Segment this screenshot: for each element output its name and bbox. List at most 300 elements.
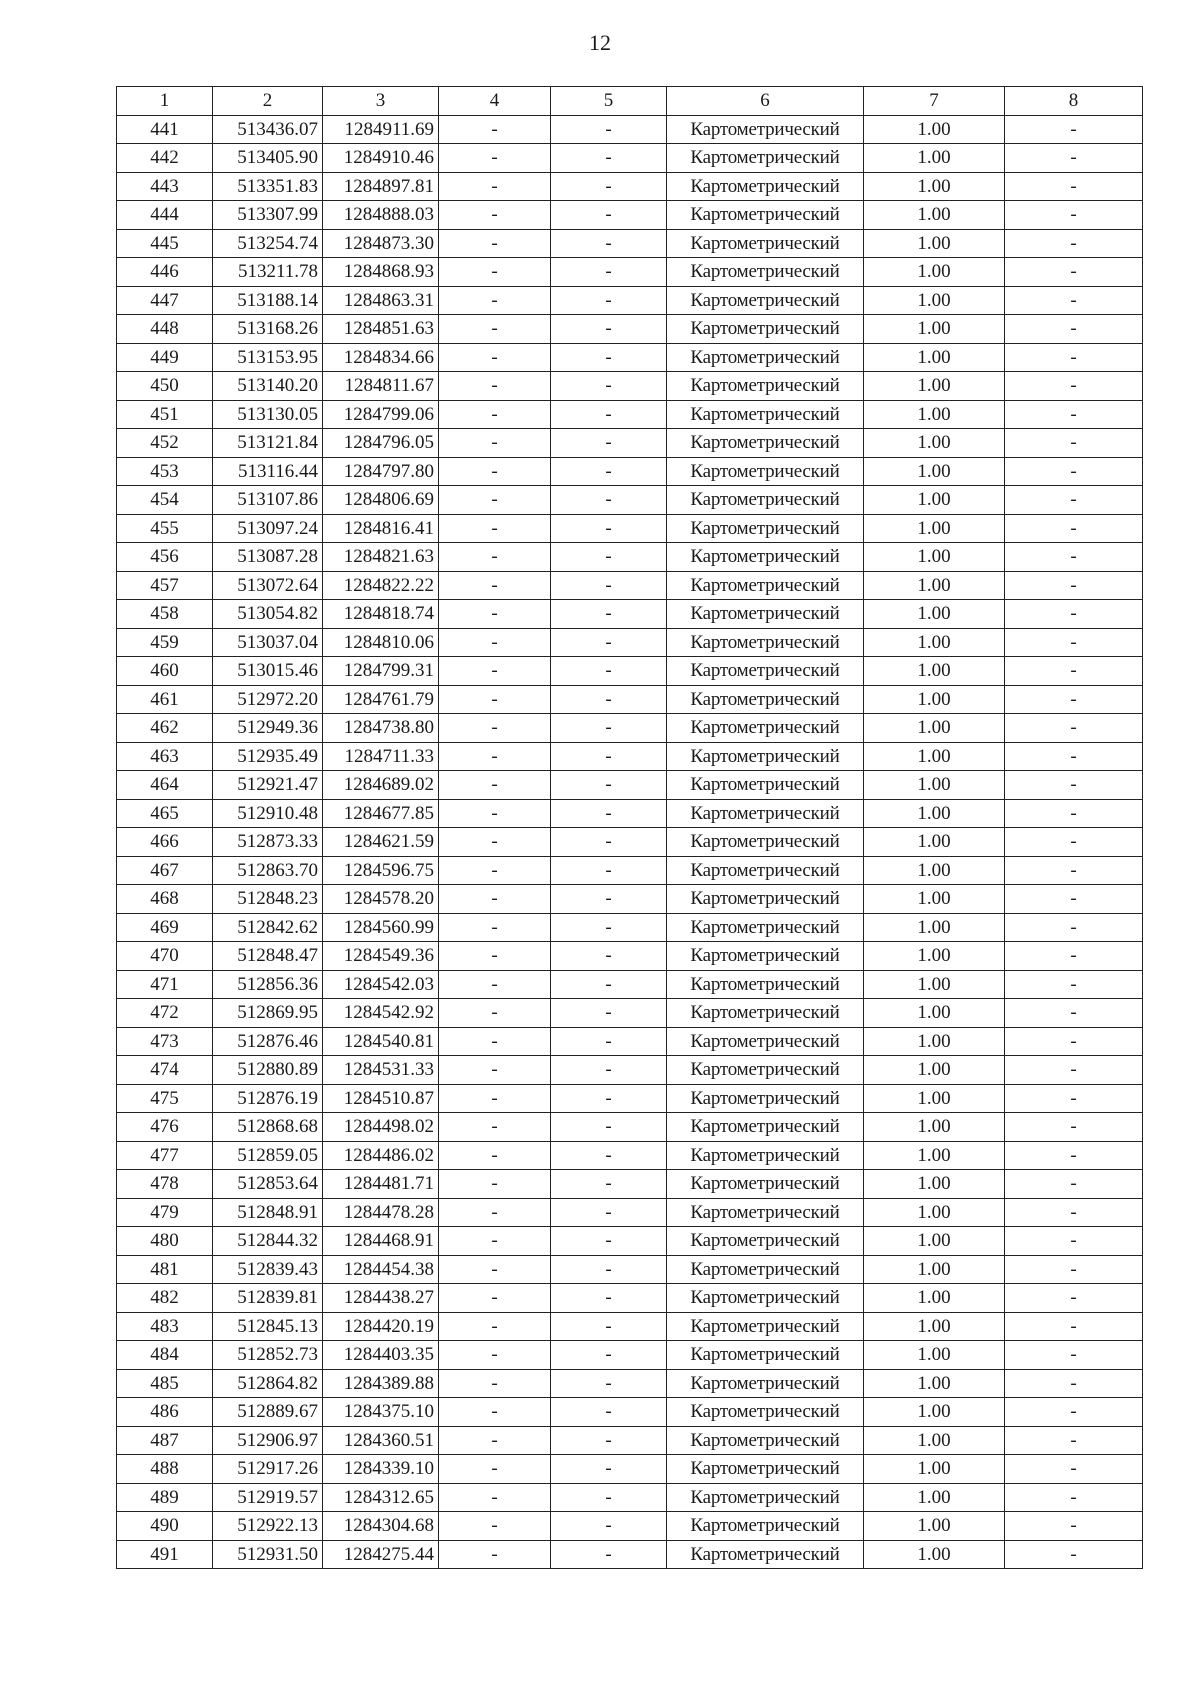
- cell-method: Картометрический: [667, 799, 864, 828]
- cell-coord-y: 1284799.06: [323, 400, 439, 429]
- cell-col-5: -: [551, 1398, 667, 1427]
- cell-col-4: -: [439, 1369, 551, 1398]
- table-row: [117, 315, 1143, 344]
- cell-coord-y: 1284375.10: [323, 1398, 439, 1427]
- cell-coord-x: 513211.78: [213, 258, 323, 287]
- cell-coord-y: 1284797.80: [323, 457, 439, 486]
- cell-point-number: 478: [117, 1170, 213, 1199]
- cell-point-number: 449: [117, 343, 213, 372]
- cell-col-8: -: [1005, 372, 1143, 401]
- cell-col-8: -: [1005, 1398, 1143, 1427]
- cell-coord-y: 1284578.20: [323, 885, 439, 914]
- cell-col-8: -: [1005, 115, 1143, 144]
- cell-coord-x: 513168.26: [213, 315, 323, 344]
- table-row: [117, 286, 1143, 315]
- cell-col-8: -: [1005, 201, 1143, 230]
- cell-accuracy: 1.00: [864, 115, 1005, 144]
- cell-coord-x: 512935.49: [213, 742, 323, 771]
- cell-col-4: -: [439, 856, 551, 885]
- cell-point-number: 458: [117, 600, 213, 629]
- cell-col-8: -: [1005, 942, 1143, 971]
- column-header-3: 3: [323, 87, 439, 116]
- cell-coord-x: 512848.23: [213, 885, 323, 914]
- cell-method: Картометрический: [667, 1426, 864, 1455]
- cell-point-number: 460: [117, 657, 213, 686]
- table-row: [117, 400, 1143, 429]
- cell-point-number: 475: [117, 1084, 213, 1113]
- cell-method: Картометрический: [667, 1369, 864, 1398]
- cell-coord-y: 1284540.81: [323, 1027, 439, 1056]
- cell-point-number: 484: [117, 1341, 213, 1370]
- cell-coord-x: 512921.47: [213, 771, 323, 800]
- cell-col-5: -: [551, 1512, 667, 1541]
- cell-point-number: 473: [117, 1027, 213, 1056]
- cell-point-number: 482: [117, 1284, 213, 1313]
- cell-accuracy: 1.00: [864, 486, 1005, 515]
- cell-method: Картометрический: [667, 771, 864, 800]
- cell-coord-y: 1284816.41: [323, 514, 439, 543]
- table-row: [117, 628, 1143, 657]
- cell-coord-x: 513254.74: [213, 229, 323, 258]
- cell-method: Картометрический: [667, 1512, 864, 1541]
- cell-col-5: -: [551, 1027, 667, 1056]
- cell-col-5: -: [551, 429, 667, 458]
- table-row: [117, 457, 1143, 486]
- cell-point-number: 457: [117, 571, 213, 600]
- column-header-6: 6: [667, 87, 864, 116]
- cell-col-4: -: [439, 1227, 551, 1256]
- table-row: [117, 429, 1143, 458]
- cell-point-number: 489: [117, 1483, 213, 1512]
- cell-coord-y: 1284811.67: [323, 372, 439, 401]
- cell-accuracy: 1.00: [864, 400, 1005, 429]
- cell-accuracy: 1.00: [864, 1113, 1005, 1142]
- cell-accuracy: 1.00: [864, 1084, 1005, 1113]
- cell-accuracy: 1.00: [864, 286, 1005, 315]
- cell-col-8: -: [1005, 1284, 1143, 1313]
- cell-point-number: 455: [117, 514, 213, 543]
- cell-coord-y: 1284799.31: [323, 657, 439, 686]
- cell-col-4: -: [439, 1141, 551, 1170]
- cell-coord-x: 512880.89: [213, 1056, 323, 1085]
- cell-accuracy: 1.00: [864, 828, 1005, 857]
- cell-col-8: -: [1005, 1455, 1143, 1484]
- column-header-8: 8: [1005, 87, 1143, 116]
- cell-coord-y: 1284806.69: [323, 486, 439, 515]
- table-row: [117, 486, 1143, 515]
- cell-point-number: 445: [117, 229, 213, 258]
- cell-accuracy: 1.00: [864, 799, 1005, 828]
- cell-method: Картометрический: [667, 999, 864, 1028]
- cell-point-number: 471: [117, 970, 213, 999]
- table-row: [117, 258, 1143, 287]
- cell-coord-x: 512889.67: [213, 1398, 323, 1427]
- cell-coord-y: 1284468.91: [323, 1227, 439, 1256]
- cell-col-4: -: [439, 885, 551, 914]
- cell-coord-y: 1284510.87: [323, 1084, 439, 1113]
- cell-col-4: -: [439, 1483, 551, 1512]
- cell-col-8: -: [1005, 628, 1143, 657]
- cell-point-number: 448: [117, 315, 213, 344]
- cell-col-5: -: [551, 457, 667, 486]
- cell-col-8: -: [1005, 1198, 1143, 1227]
- cell-coord-y: 1284863.31: [323, 286, 439, 315]
- cell-point-number: 481: [117, 1255, 213, 1284]
- cell-point-number: 480: [117, 1227, 213, 1256]
- cell-method: Картометрический: [667, 457, 864, 486]
- cell-point-number: 465: [117, 799, 213, 828]
- cell-col-4: -: [439, 999, 551, 1028]
- cell-col-5: -: [551, 970, 667, 999]
- cell-col-5: -: [551, 913, 667, 942]
- cell-col-8: -: [1005, 1341, 1143, 1370]
- column-header-2: 2: [213, 87, 323, 116]
- cell-col-8: -: [1005, 571, 1143, 600]
- cell-col-8: -: [1005, 999, 1143, 1028]
- table-row: [117, 1398, 1143, 1427]
- table-row: [117, 543, 1143, 572]
- cell-accuracy: 1.00: [864, 999, 1005, 1028]
- cell-col-5: -: [551, 514, 667, 543]
- cell-method: Картометрический: [667, 1540, 864, 1569]
- cell-col-8: -: [1005, 1170, 1143, 1199]
- cell-col-8: -: [1005, 400, 1143, 429]
- cell-col-4: -: [439, 543, 551, 572]
- cell-col-8: -: [1005, 799, 1143, 828]
- cell-col-4: -: [439, 1398, 551, 1427]
- cell-coord-x: 512906.97: [213, 1426, 323, 1455]
- cell-point-number: 463: [117, 742, 213, 771]
- table-row: [117, 600, 1143, 629]
- cell-method: Картометрический: [667, 172, 864, 201]
- cell-coord-y: 1284560.99: [323, 913, 439, 942]
- cell-accuracy: 1.00: [864, 543, 1005, 572]
- cell-point-number: 452: [117, 429, 213, 458]
- cell-coord-y: 1284677.85: [323, 799, 439, 828]
- cell-coord-y: 1284911.69: [323, 115, 439, 144]
- cell-accuracy: 1.00: [864, 657, 1005, 686]
- cell-col-5: -: [551, 771, 667, 800]
- cell-col-8: -: [1005, 1369, 1143, 1398]
- cell-col-4: -: [439, 685, 551, 714]
- cell-col-5: -: [551, 828, 667, 857]
- table-row: [117, 1170, 1143, 1199]
- cell-coord-x: 513351.83: [213, 172, 323, 201]
- cell-coord-x: 512842.62: [213, 913, 323, 942]
- cell-col-8: -: [1005, 1255, 1143, 1284]
- cell-point-number: 479: [117, 1198, 213, 1227]
- header-row: [117, 87, 1143, 116]
- cell-point-number: 462: [117, 714, 213, 743]
- cell-coord-y: 1284888.03: [323, 201, 439, 230]
- cell-coord-y: 1284389.88: [323, 1369, 439, 1398]
- cell-col-5: -: [551, 115, 667, 144]
- table-row: [117, 372, 1143, 401]
- cell-method: Картометрический: [667, 1141, 864, 1170]
- cell-method: Картометрический: [667, 144, 864, 173]
- cell-col-5: -: [551, 1113, 667, 1142]
- cell-accuracy: 1.00: [864, 144, 1005, 173]
- cell-col-5: -: [551, 1540, 667, 1569]
- cell-col-5: -: [551, 628, 667, 657]
- table-row: [117, 999, 1143, 1028]
- cell-accuracy: 1.00: [864, 571, 1005, 600]
- cell-col-8: -: [1005, 1027, 1143, 1056]
- cell-col-4: -: [439, 172, 551, 201]
- cell-col-4: -: [439, 571, 551, 600]
- cell-col-8: -: [1005, 1426, 1143, 1455]
- cell-point-number: 483: [117, 1312, 213, 1341]
- table-row: [117, 828, 1143, 857]
- cell-coord-y: 1284312.65: [323, 1483, 439, 1512]
- cell-accuracy: 1.00: [864, 685, 1005, 714]
- cell-method: Картометрический: [667, 286, 864, 315]
- cell-col-4: -: [439, 343, 551, 372]
- cell-point-number: 468: [117, 885, 213, 914]
- cell-accuracy: 1.00: [864, 1398, 1005, 1427]
- cell-accuracy: 1.00: [864, 1284, 1005, 1313]
- cell-col-4: -: [439, 1198, 551, 1227]
- cell-coord-x: 513116.44: [213, 457, 323, 486]
- cell-col-8: -: [1005, 1312, 1143, 1341]
- cell-col-5: -: [551, 343, 667, 372]
- cell-col-4: -: [439, 1426, 551, 1455]
- table-row: [117, 942, 1143, 971]
- cell-col-4: -: [439, 286, 551, 315]
- cell-col-8: -: [1005, 343, 1143, 372]
- cell-accuracy: 1.00: [864, 1540, 1005, 1569]
- cell-accuracy: 1.00: [864, 514, 1005, 543]
- cell-method: Картометрический: [667, 1455, 864, 1484]
- cell-coord-y: 1284339.10: [323, 1455, 439, 1484]
- cell-accuracy: 1.00: [864, 1341, 1005, 1370]
- cell-col-8: -: [1005, 828, 1143, 857]
- cell-col-4: -: [439, 1027, 551, 1056]
- cell-col-4: -: [439, 258, 551, 287]
- table-row: [117, 1369, 1143, 1398]
- table-row: [117, 1056, 1143, 1085]
- cell-col-5: -: [551, 201, 667, 230]
- cell-col-8: -: [1005, 771, 1143, 800]
- cell-method: Картометрический: [667, 657, 864, 686]
- cell-col-4: -: [439, 229, 551, 258]
- cell-col-4: -: [439, 372, 551, 401]
- cell-col-4: -: [439, 1312, 551, 1341]
- cell-accuracy: 1.00: [864, 970, 1005, 999]
- cell-point-number: 474: [117, 1056, 213, 1085]
- table-row: [117, 685, 1143, 714]
- cell-coord-y: 1284818.74: [323, 600, 439, 629]
- cell-method: Картометрический: [667, 343, 864, 372]
- cell-method: Картометрический: [667, 1284, 864, 1313]
- cell-coord-y: 1284711.33: [323, 742, 439, 771]
- cell-coord-y: 1284873.30: [323, 229, 439, 258]
- cell-col-8: -: [1005, 1227, 1143, 1256]
- cell-coord-x: 512853.64: [213, 1170, 323, 1199]
- cell-coord-x: 512864.82: [213, 1369, 323, 1398]
- cell-point-number: 453: [117, 457, 213, 486]
- cell-col-4: -: [439, 799, 551, 828]
- cell-col-4: -: [439, 400, 551, 429]
- cell-col-8: -: [1005, 172, 1143, 201]
- table-row: [117, 1341, 1143, 1370]
- cell-accuracy: 1.00: [864, 315, 1005, 344]
- cell-coord-y: 1284834.66: [323, 343, 439, 372]
- table-row: [117, 172, 1143, 201]
- column-header-4: 4: [439, 87, 551, 116]
- cell-coord-x: 512949.36: [213, 714, 323, 743]
- cell-coord-x: 512852.73: [213, 1341, 323, 1370]
- cell-coord-y: 1284821.63: [323, 543, 439, 572]
- cell-point-number: 466: [117, 828, 213, 857]
- cell-col-8: -: [1005, 742, 1143, 771]
- cell-col-8: -: [1005, 970, 1143, 999]
- cell-point-number: 459: [117, 628, 213, 657]
- cell-col-8: -: [1005, 913, 1143, 942]
- cell-method: Картометрический: [667, 628, 864, 657]
- cell-col-4: -: [439, 970, 551, 999]
- cell-method: Картометрический: [667, 1113, 864, 1142]
- table-row: [117, 1198, 1143, 1227]
- coordinates-table: [116, 86, 1143, 1569]
- cell-col-8: -: [1005, 685, 1143, 714]
- cell-coord-x: 513121.84: [213, 429, 323, 458]
- cell-col-8: -: [1005, 315, 1143, 344]
- cell-col-4: -: [439, 1512, 551, 1541]
- cell-coord-y: 1284810.06: [323, 628, 439, 657]
- table-row: [117, 571, 1143, 600]
- cell-accuracy: 1.00: [864, 1255, 1005, 1284]
- cell-method: Картометрический: [667, 828, 864, 857]
- cell-point-number: 488: [117, 1455, 213, 1484]
- cell-col-4: -: [439, 429, 551, 458]
- cell-col-5: -: [551, 856, 667, 885]
- cell-point-number: 442: [117, 144, 213, 173]
- cell-coord-y: 1284360.51: [323, 1426, 439, 1455]
- table-row: [117, 1426, 1143, 1455]
- cell-point-number: 472: [117, 999, 213, 1028]
- cell-method: Картометрический: [667, 543, 864, 572]
- cell-col-4: -: [439, 1341, 551, 1370]
- cell-coord-x: 513107.86: [213, 486, 323, 515]
- cell-method: Картометрический: [667, 400, 864, 429]
- cell-coord-x: 513087.28: [213, 543, 323, 572]
- cell-accuracy: 1.00: [864, 457, 1005, 486]
- cell-accuracy: 1.00: [864, 1198, 1005, 1227]
- cell-point-number: 443: [117, 172, 213, 201]
- cell-coord-x: 512876.46: [213, 1027, 323, 1056]
- table-row: [117, 885, 1143, 914]
- cell-method: Картометрический: [667, 429, 864, 458]
- cell-col-8: -: [1005, 258, 1143, 287]
- cell-col-8: -: [1005, 856, 1143, 885]
- cell-method: Картометрический: [667, 742, 864, 771]
- cell-method: Картометрический: [667, 885, 864, 914]
- table-row: [117, 201, 1143, 230]
- cell-coord-y: 1284486.02: [323, 1141, 439, 1170]
- cell-method: Картометрический: [667, 600, 864, 629]
- cell-coord-y: 1284420.19: [323, 1312, 439, 1341]
- cell-method: Картометрический: [667, 258, 864, 287]
- cell-col-5: -: [551, 1341, 667, 1370]
- cell-col-8: -: [1005, 1483, 1143, 1512]
- cell-col-5: -: [551, 799, 667, 828]
- cell-point-number: 477: [117, 1141, 213, 1170]
- cell-col-5: -: [551, 372, 667, 401]
- table-row: [117, 799, 1143, 828]
- cell-accuracy: 1.00: [864, 771, 1005, 800]
- cell-method: Картометрический: [667, 1312, 864, 1341]
- cell-coord-x: 513130.05: [213, 400, 323, 429]
- cell-col-4: -: [439, 600, 551, 629]
- table-row: [117, 1312, 1143, 1341]
- cell-coord-x: 512919.57: [213, 1483, 323, 1512]
- cell-coord-x: 512839.43: [213, 1255, 323, 1284]
- cell-coord-y: 1284542.92: [323, 999, 439, 1028]
- cell-col-4: -: [439, 942, 551, 971]
- cell-method: Картометрический: [667, 1056, 864, 1085]
- cell-col-4: -: [439, 1170, 551, 1199]
- table-row: [117, 714, 1143, 743]
- cell-col-8: -: [1005, 1540, 1143, 1569]
- cell-col-8: -: [1005, 1084, 1143, 1113]
- cell-coord-x: 512972.20: [213, 685, 323, 714]
- cell-col-5: -: [551, 1198, 667, 1227]
- cell-col-5: -: [551, 742, 667, 771]
- cell-col-5: -: [551, 258, 667, 287]
- column-header-1: 1: [117, 87, 213, 116]
- cell-method: Картометрический: [667, 685, 864, 714]
- table-row: [117, 514, 1143, 543]
- cell-col-5: -: [551, 543, 667, 572]
- cell-col-5: -: [551, 685, 667, 714]
- cell-coord-x: 513072.64: [213, 571, 323, 600]
- table-row: [117, 913, 1143, 942]
- cell-coord-x: 512856.36: [213, 970, 323, 999]
- cell-accuracy: 1.00: [864, 1056, 1005, 1085]
- cell-coord-y: 1284596.75: [323, 856, 439, 885]
- cell-accuracy: 1.00: [864, 172, 1005, 201]
- cell-col-5: -: [551, 315, 667, 344]
- cell-method: Картометрический: [667, 1341, 864, 1370]
- cell-col-5: -: [551, 600, 667, 629]
- cell-point-number: 456: [117, 543, 213, 572]
- cell-coord-x: 513188.14: [213, 286, 323, 315]
- table-row: [117, 970, 1143, 999]
- cell-method: Картометрический: [667, 913, 864, 942]
- cell-accuracy: 1.00: [864, 201, 1005, 230]
- cell-point-number: 454: [117, 486, 213, 515]
- cell-coord-y: 1284796.05: [323, 429, 439, 458]
- cell-coord-x: 512848.47: [213, 942, 323, 971]
- cell-accuracy: 1.00: [864, 1369, 1005, 1398]
- table-row: [117, 115, 1143, 144]
- cell-point-number: 447: [117, 286, 213, 315]
- table-row: [117, 343, 1143, 372]
- cell-col-8: -: [1005, 457, 1143, 486]
- cell-col-5: -: [551, 1170, 667, 1199]
- cell-col-8: -: [1005, 486, 1143, 515]
- cell-accuracy: 1.00: [864, 628, 1005, 657]
- table-row: [117, 742, 1143, 771]
- table-row: [117, 1540, 1143, 1569]
- cell-point-number: 450: [117, 372, 213, 401]
- cell-col-4: -: [439, 1056, 551, 1085]
- cell-method: Картометрический: [667, 229, 864, 258]
- table-row: [117, 229, 1143, 258]
- cell-col-8: -: [1005, 429, 1143, 458]
- cell-method: Картометрический: [667, 856, 864, 885]
